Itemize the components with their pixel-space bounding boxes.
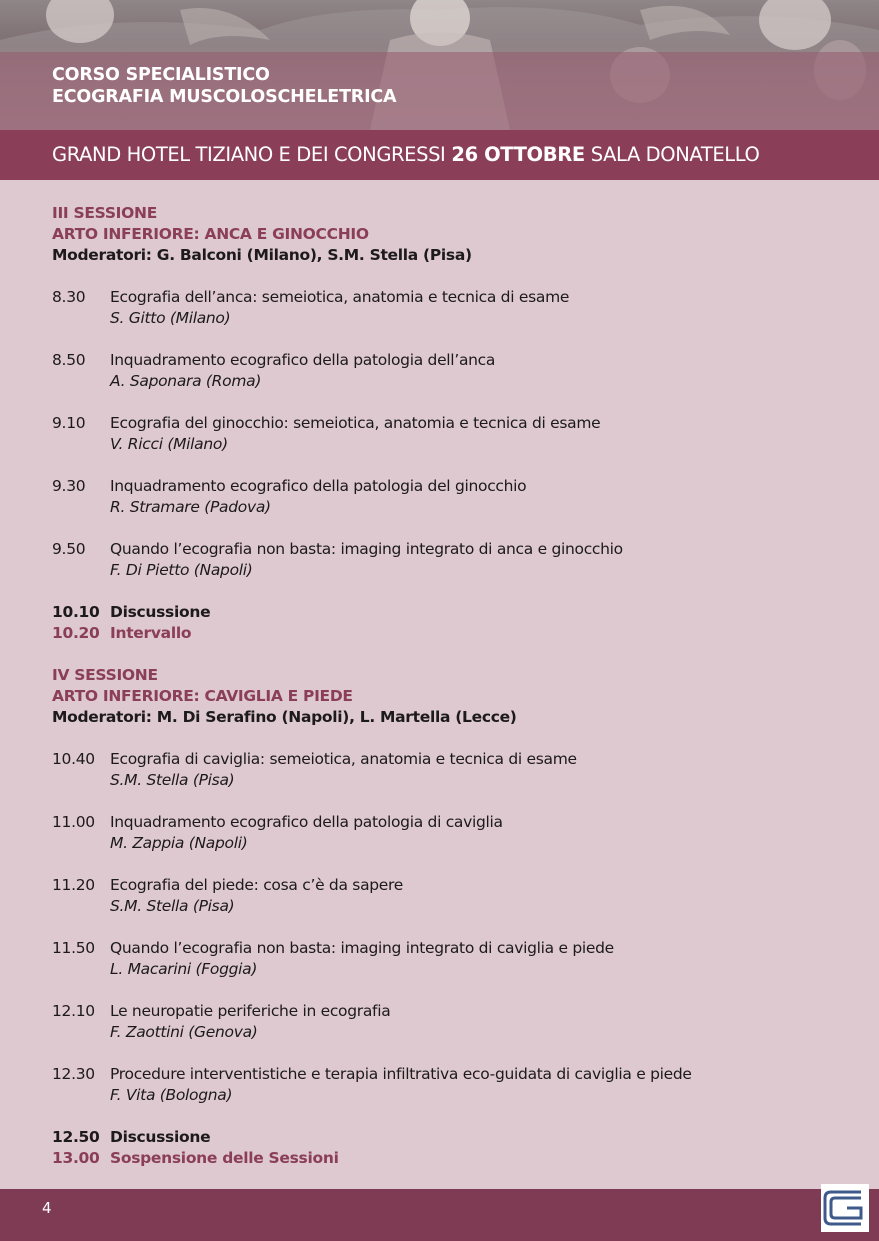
item-label: Intervallo [110,624,192,642]
item-title: Inquadramento ecografico della patologia del ginocchio [110,477,527,495]
course-title-line1: CORSO SPECIALISTICO [52,65,270,85]
item-time: 12.50 [52,1128,100,1146]
session-topic: ARTO INFERIORE: CAVIGLIA E PIEDE [52,687,353,705]
item-time: 10.20 [52,624,100,642]
program-item [52,875,842,917]
session-topic: ARTO INFERIORE: ANCA E GINOCCHIO [52,225,369,243]
session-moderators: Moderatori: G. Balconi (Milano), S.M. Stella (Pisa) [52,246,472,264]
item-speaker: S.M. Stella (Pisa) [110,771,235,789]
item-speaker: S.M. Stella (Pisa) [110,897,235,915]
item-label: Discussione [110,603,211,621]
item-time: 12.10 [52,1002,95,1020]
item-time: 12.30 [52,1065,95,1083]
item-time: 8.30 [52,288,86,306]
program [52,203,842,1169]
session-label: IV SESSIONE [52,666,158,684]
item-speaker: A. Saponara (Roma) [110,372,262,390]
item-title: Quando l’ecografia non basta: imaging integrato di caviglia e piede [110,939,614,957]
program-item [52,413,842,455]
item-title: Quando l’ecografia non basta: imaging integrato di anca e ginocchio [110,540,623,558]
item-title: Inquadramento ecografico della patologia di caviglia [110,813,503,831]
session-label: III SESSIONE [52,204,157,222]
item-title: Inquadramento ecografico della patologia dell’anca [110,351,496,369]
program-item [52,1064,842,1106]
program-item [52,350,842,392]
item-title: Procedure interventistiche e terapia infiltrativa eco-guidata di caviglia e piede [110,1065,692,1083]
logo-icon [821,1184,869,1232]
session-moderators: Moderatori: M. Di Serafino (Napoli), L. Martella (Lecce) [52,708,517,726]
item-speaker: M. Zappia (Napoli) [110,834,248,852]
program-item [52,749,842,791]
item-speaker: L. Macarini (Foggia) [110,960,258,978]
item-speaker: F. Di Pietto (Napoli) [110,561,253,579]
page-number: 4 [42,1199,52,1217]
footer-bar [0,1189,879,1241]
discussion-item [52,1127,842,1148]
item-title: Ecografia del piede: cosa c’è da sapere [110,876,404,894]
item-time: 11.20 [52,876,95,894]
event-date: 26 OTTOBRE [451,143,585,166]
end-item [52,1148,842,1169]
program-item [52,938,842,980]
item-time: 9.50 [52,540,86,558]
venue-name: GRAND HOTEL TIZIANO E DEI CONGRESSI [52,143,446,166]
item-time: 8.50 [52,351,86,369]
item-time: 11.50 [52,939,95,957]
item-label: Discussione [110,1128,211,1146]
break-item [52,623,842,644]
item-title: Ecografia di caviglia: semeiotica, anatomia e tecnica di esame [110,750,577,768]
item-title: Le neuropatie periferiche in ecografia [110,1002,391,1020]
item-time: 9.10 [52,414,86,432]
program-item [52,476,842,518]
item-time: 11.00 [52,813,95,831]
program-item [52,539,842,581]
program-item [52,812,842,854]
item-time: 9.30 [52,477,86,495]
session-4-header [52,665,842,728]
item-time: 10.40 [52,750,95,768]
item-time: 10.10 [52,603,100,621]
item-speaker: S. Gitto (Milano) [110,309,231,327]
item-time: 13.00 [52,1149,100,1167]
item-speaker: R. Stramare (Padova) [110,498,271,516]
program-item [52,287,842,329]
session-3-header [52,203,842,266]
course-title-line2: ECOGRAFIA MUSCOLOSCHELETRICA [52,87,397,107]
item-speaker: F. Vita (Bologna) [110,1086,233,1104]
venue-line [52,143,759,166]
room-name: SALA DONATELLO [590,143,760,166]
program-item [52,1001,842,1043]
item-title: Ecografia del ginocchio: semeiotica, anatomia e tecnica di esame [110,414,601,432]
item-speaker: F. Zaottini (Genova) [110,1023,258,1041]
item-label: Sospensione delle Sessioni [110,1149,339,1167]
item-title: Ecografia dell’anca: semeiotica, anatomia e tecnica di esame [110,288,570,306]
course-title [52,64,396,108]
item-speaker: V. Ricci (Milano) [110,435,228,453]
organizer-logo [821,1184,869,1232]
discussion-item [52,602,842,623]
